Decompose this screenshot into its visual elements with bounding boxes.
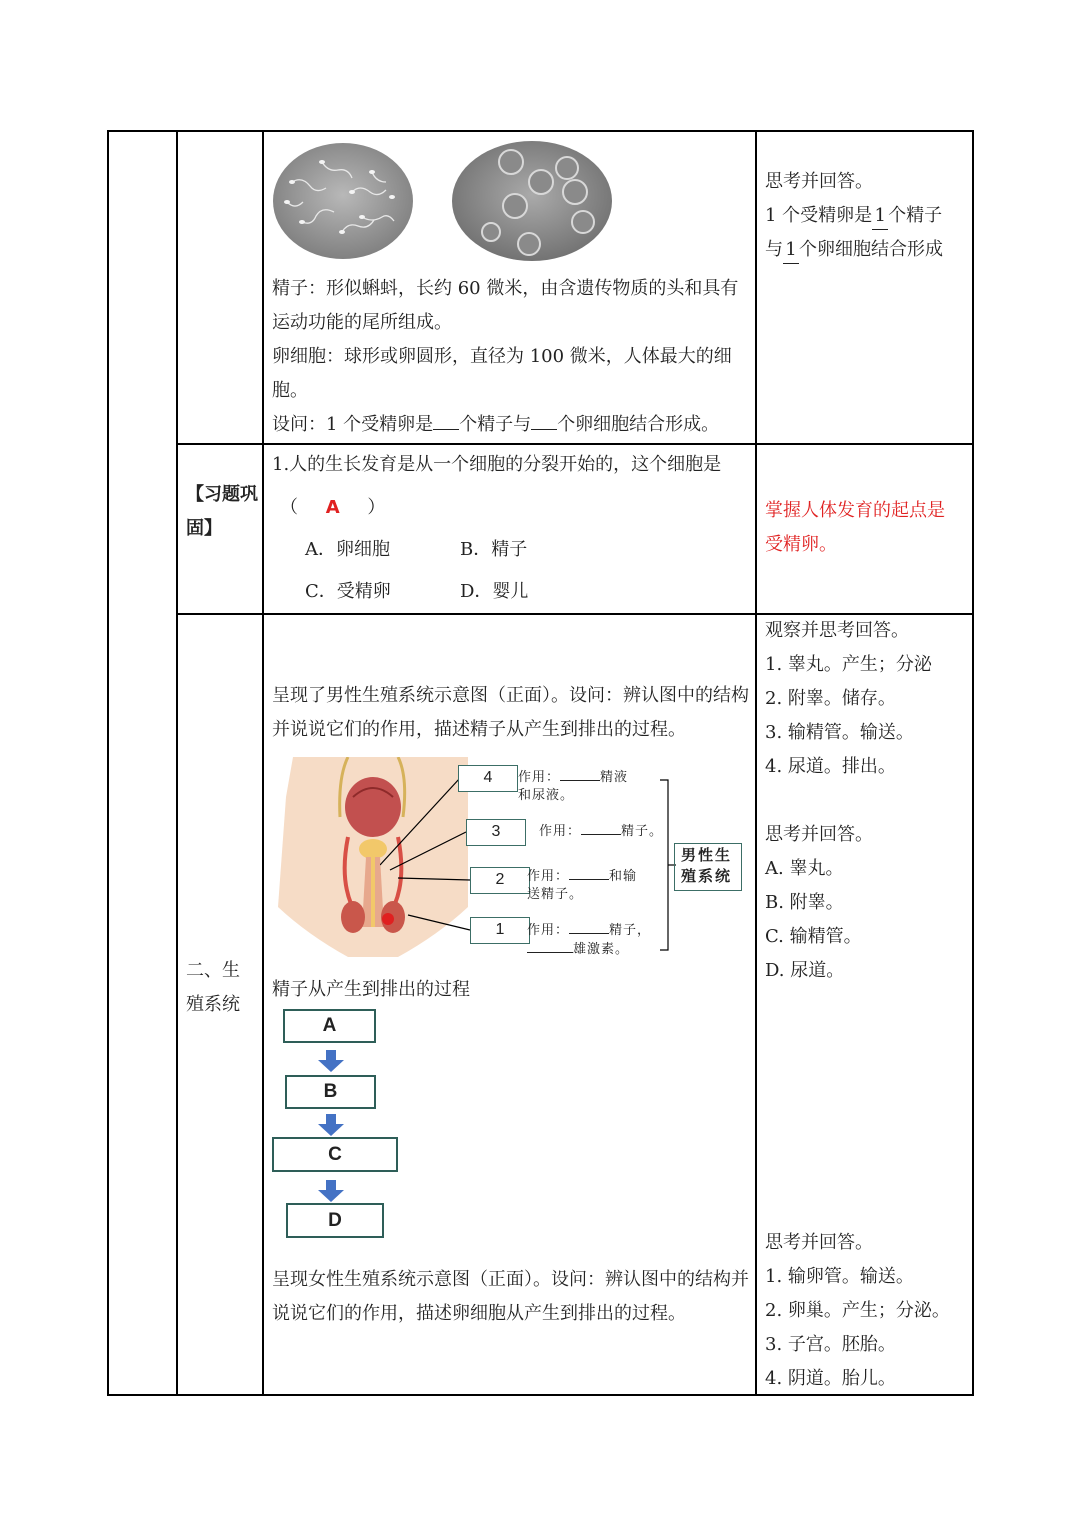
flow-box-d: D <box>286 1203 384 1238</box>
row1-student-line3: 与 1 个卵细胞结合形成 <box>765 233 965 267</box>
diagram-desc-1: 作用： 精子， 雄激素。 <box>527 923 652 957</box>
table-border-left <box>107 130 109 1395</box>
female-intro: 呈现女性生殖系统示意图（正面）。设问：辨认图中的结构并说说它们的作用，描述卵细胞从产生到排出的过程。 <box>272 1269 749 1324</box>
flow-arrow-2 <box>318 1114 344 1136</box>
ans1-line2: 1. 睾丸。产生；分泌 <box>765 654 932 675</box>
option-a: A．卵细胞 <box>305 539 390 560</box>
egg-description: 卵细胞：球形或卵圆形，直径为 100 微米，人体最大的细胞。 <box>272 346 732 401</box>
row1-student-line1: 思考并回答。 <box>765 171 873 192</box>
ans3-line4: 3. 子宫。胚胎。 <box>765 1334 896 1355</box>
paren-open: （ <box>280 497 298 518</box>
ans2-line5: D. 尿道。 <box>765 960 845 981</box>
ans3-line5: 4. 阴道。胎儿。 <box>765 1368 896 1389</box>
diagram-label-2: 2 <box>470 867 530 894</box>
exercise-question: 1.人的生长发育是从一个细胞的分裂开始的，这个细胞是 <box>272 454 722 475</box>
ans1-line5: 4. 尿道。排出。 <box>765 756 896 777</box>
option-c: C．受精卵 <box>305 581 391 602</box>
ans2-line1: 思考并回答。 <box>765 824 873 845</box>
flow-title: 精子从产生到排出的过程 <box>272 979 470 1000</box>
diagram-label-3: 3 <box>466 819 526 846</box>
ans3-line2: 1. 输卵管。输送。 <box>765 1266 914 1287</box>
flow-box-a: A <box>283 1009 376 1043</box>
ans2-line2: A. 睾丸。 <box>765 858 844 879</box>
flow-box-b: B <box>285 1075 376 1109</box>
male-system-label: 男性生殖系统 <box>674 843 742 891</box>
flow-box-c: C <box>272 1137 398 1172</box>
table-border-top <box>107 130 974 132</box>
option-b: B．精子 <box>460 539 528 560</box>
section-exercise-label: 【习题巩固】 <box>186 484 258 539</box>
diagram-desc-4: 作用： 精液 和尿液。 <box>518 770 629 803</box>
flow-arrow-1 <box>318 1050 344 1072</box>
diagram-label-1: 1 <box>470 917 530 944</box>
sperm-micrograph <box>272 142 414 260</box>
ans3-line3: 2. 卵巢。产生；分泌。 <box>765 1300 950 1321</box>
ans1-line4: 3. 输精管。输送。 <box>765 722 914 743</box>
flow-arrow-3 <box>318 1180 344 1202</box>
col-divider-3 <box>755 130 757 1395</box>
ans1-line1: 观察并思考回答。 <box>765 620 909 641</box>
table-border-right <box>972 130 974 1395</box>
col-divider-1 <box>176 130 178 1395</box>
row1-question: 设问：1 个受精卵是 个精子与 个卵细胞结合形成。 <box>272 414 720 435</box>
paren-close: ） <box>367 497 386 518</box>
section-reproductive-system: 二、生殖系统 <box>186 960 240 1015</box>
option-d: D．婴儿 <box>460 581 529 602</box>
egg-cell-micrograph <box>451 140 613 262</box>
male-intro: 呈现了男性生殖系统示意图（正面）。设问：辨认图中的结构并说说它们的作用，描述精子从产生到排出的过程。 <box>272 685 749 740</box>
ans2-line3: B. 附睾。 <box>765 892 844 913</box>
row-divider-1 <box>176 443 973 445</box>
diagram-desc-2: 作用： 和输 送精子。 <box>527 869 638 902</box>
sperm-description: 精子：形似蝌蚪，长约 60 微米，由含遗传物质的头和具有运动功能的尾所组成。 <box>272 278 739 333</box>
col-divider-2 <box>262 130 264 1395</box>
exercise-answer: A <box>325 497 340 518</box>
diagram-desc-3: 作用： 精子。 <box>539 824 664 839</box>
row1-student-line2: 1 个受精卵是 1 个精子 <box>765 199 965 233</box>
diagram-label-4: 4 <box>458 765 518 792</box>
ans3-line1: 思考并回答。 <box>765 1232 873 1253</box>
ans1-line3: 2. 附睾。储存。 <box>765 688 896 709</box>
ans2-line4: C. 输精管。 <box>765 926 862 947</box>
exercise-goal: 掌握人体发育的起点是受精卵。 <box>765 500 945 555</box>
